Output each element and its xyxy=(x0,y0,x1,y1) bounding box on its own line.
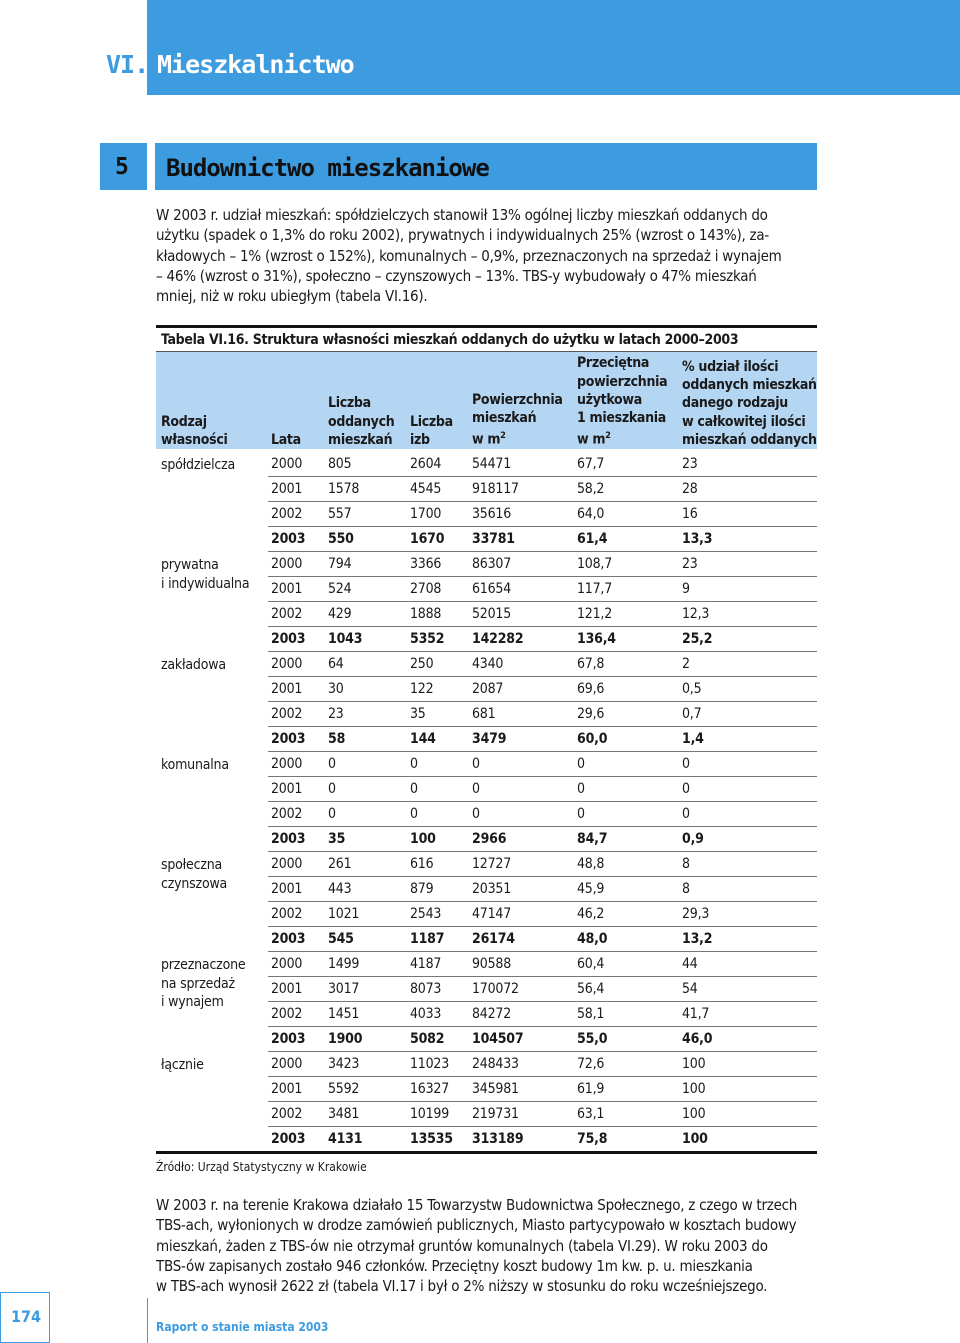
table-cell: 2000 xyxy=(271,656,303,672)
table-cell: 61,4 xyxy=(577,531,608,547)
chapter-number: VI. xyxy=(106,50,149,79)
table-cell: 2087 xyxy=(472,681,504,697)
table-cell: 1700 xyxy=(410,506,442,522)
table-row xyxy=(156,777,817,802)
table-cell: 54471 xyxy=(472,456,512,472)
ownership-type-label: komunalna xyxy=(161,757,229,773)
table-cell: 0 xyxy=(472,806,480,822)
row-divider xyxy=(156,1151,817,1154)
table-row xyxy=(156,827,817,852)
table-cell: 2002 xyxy=(271,706,303,722)
table-cell: 47147 xyxy=(472,906,512,922)
text-line: mieszkań, żaden z TBS-ów nie otrzymał gruntów komunalnych (tabela VI.29). W roku 2003 do xyxy=(156,1236,768,1255)
ownership-type-label: przeznaczone na sprzedaż i wynajem xyxy=(161,957,246,1010)
table-cell: 30 xyxy=(328,681,344,697)
table-cell: 2003 xyxy=(271,831,306,847)
table-cell: 16327 xyxy=(410,1081,450,1097)
table-cell: 84272 xyxy=(472,1006,512,1022)
table-cell: 0 xyxy=(410,756,418,772)
table-cell: 2 xyxy=(682,656,690,672)
table-cell: 313189 xyxy=(472,1131,524,1147)
publication-title: Raport o stanie miasta 2003 xyxy=(156,1320,329,1334)
table-cell: 0 xyxy=(577,756,585,772)
table-cell: 46,2 xyxy=(577,906,605,922)
table-row xyxy=(156,652,817,677)
table-cell: 54 xyxy=(682,981,698,997)
table-cell: 2001 xyxy=(271,781,303,797)
table-cell: 108,7 xyxy=(577,556,613,572)
table-cell: 144 xyxy=(410,731,436,747)
table-cell: 64,0 xyxy=(577,506,605,522)
table-cell: 52015 xyxy=(472,606,512,622)
table-cell: 10199 xyxy=(410,1106,450,1122)
table-cell: 5352 xyxy=(410,631,445,647)
table-cell: 1,4 xyxy=(682,731,704,747)
section-title: Budownictwo mieszkaniowe xyxy=(166,154,489,182)
table-cell: 2002 xyxy=(271,1006,303,1022)
table-cell: 48,0 xyxy=(577,931,608,947)
table-cell: 2001 xyxy=(271,581,303,597)
table-cell: 72,6 xyxy=(577,1056,605,1072)
table-cell: 104507 xyxy=(472,1031,524,1047)
chapter-title: Mieszkalnictwo xyxy=(157,50,354,79)
table-cell: 23 xyxy=(328,706,344,722)
table-cell: 2001 xyxy=(271,1081,303,1097)
table-cell: 9 xyxy=(682,581,690,597)
table-cell: 67,8 xyxy=(577,656,605,672)
table-cell: 41,7 xyxy=(682,1006,710,1022)
table-cell: 100 xyxy=(682,1106,706,1122)
table-cell: 2001 xyxy=(271,681,303,697)
table-cell: 2708 xyxy=(410,581,442,597)
table-row xyxy=(156,977,817,1002)
table-cell: 60,4 xyxy=(577,956,605,972)
table-cell: 25,2 xyxy=(682,631,713,647)
table-row xyxy=(156,452,817,477)
table-cell: 84,7 xyxy=(577,831,608,847)
table-cell: 0 xyxy=(328,756,336,772)
table-cell: 4187 xyxy=(410,956,442,972)
ownership-type-label: zakładowa xyxy=(161,657,226,673)
table-row xyxy=(156,1052,817,1077)
table-cell: 12,3 xyxy=(682,606,710,622)
table-cell: 48,8 xyxy=(577,856,605,872)
table-cell: 2000 xyxy=(271,1056,303,1072)
table-row xyxy=(156,1102,817,1127)
table-cell: 0,5 xyxy=(682,681,702,697)
ownership-type-label: spółdzielcza xyxy=(161,457,236,473)
table-cell: 67,7 xyxy=(577,456,605,472)
table-cell: 55,0 xyxy=(577,1031,608,1047)
table-cell: 45,9 xyxy=(577,881,605,897)
table-cell: 13535 xyxy=(410,1131,453,1147)
table-cell: 1187 xyxy=(410,931,445,947)
table-cell: 8 xyxy=(682,856,690,872)
table-cell: 2000 xyxy=(271,456,303,472)
table-cell: 2003 xyxy=(271,731,306,747)
table-cell: 58,1 xyxy=(577,1006,605,1022)
table-cell: 44 xyxy=(682,956,698,972)
table-row xyxy=(156,752,817,777)
table-cell: 100 xyxy=(682,1056,706,1072)
table-cell: 8073 xyxy=(410,981,442,997)
table-cell: 2000 xyxy=(271,856,303,872)
table-cell: 2002 xyxy=(271,806,303,822)
table-cell: 35616 xyxy=(472,506,512,522)
table-cell: 46,0 xyxy=(682,1031,713,1047)
table-cell: 219731 xyxy=(472,1106,519,1122)
table-row xyxy=(156,527,817,552)
table-cell: 1578 xyxy=(328,481,360,497)
table-cell: 2001 xyxy=(271,881,303,897)
table-cell: 2003 xyxy=(271,531,306,547)
table-cell: 0 xyxy=(577,781,585,797)
table-cell: 5082 xyxy=(410,1031,445,1047)
table-cell: 35 xyxy=(410,706,426,722)
table-cell: 3366 xyxy=(410,556,442,572)
table-cell: 13,3 xyxy=(682,531,713,547)
table-row xyxy=(156,927,817,952)
table-cell: 4340 xyxy=(472,656,504,672)
text-line: użytku (spadek o 1,3% do roku 2002), prywatnych i indywidualnych 25% (wzrost o 143%), za- xyxy=(156,226,770,245)
table-cell: 250 xyxy=(410,656,434,672)
table-cell: 0 xyxy=(410,781,418,797)
table-cell: 2002 xyxy=(271,1106,303,1122)
text-line: w TBS-ach wynosił 2622 zł (tabela VI.17 i był o 2% niższy w stosunku do roku wcześniejszego. xyxy=(156,1277,768,1296)
table-cell: 2966 xyxy=(472,831,507,847)
table-cell: 63,1 xyxy=(577,1106,605,1122)
table-cell: 23 xyxy=(682,456,698,472)
table-top-rule xyxy=(156,325,817,328)
table-cell: 1670 xyxy=(410,531,445,547)
table-cell: 2003 xyxy=(271,631,306,647)
table-row xyxy=(156,1027,817,1052)
table-cell: 28 xyxy=(682,481,698,497)
table-cell: 557 xyxy=(328,506,352,522)
table-cell: 805 xyxy=(328,456,352,472)
table-cell: 8 xyxy=(682,881,690,897)
table-row xyxy=(156,677,817,702)
ownership-type-label: prywatna i indywidualna xyxy=(161,557,250,592)
table-cell: 11023 xyxy=(410,1056,450,1072)
header-floor-area: Powierzchnia mieszkań w $m^2$ xyxy=(472,391,563,448)
table-cell: 1499 xyxy=(328,956,360,972)
table-cell: 1043 xyxy=(328,631,363,647)
table-cell: 4131 xyxy=(328,1131,363,1147)
table-cell: 616 xyxy=(410,856,434,872)
table-cell: 2003 xyxy=(271,931,306,947)
table-cell: 117,7 xyxy=(577,581,613,597)
table-cell: 429 xyxy=(328,606,352,622)
table-cell: 545 xyxy=(328,931,354,947)
chapter-band xyxy=(147,0,960,95)
table-cell: 90588 xyxy=(472,956,512,972)
table-row xyxy=(156,702,817,727)
table-cell: 5592 xyxy=(328,1081,360,1097)
table-row xyxy=(156,902,817,927)
table-cell: 121,2 xyxy=(577,606,613,622)
ownership-type-label: łącznie xyxy=(161,1057,204,1073)
table-cell: 26174 xyxy=(472,931,515,947)
table-cell: 75,8 xyxy=(577,1131,608,1147)
table-cell: 58 xyxy=(328,731,346,747)
table-cell: 29,3 xyxy=(682,906,710,922)
table-cell: 100 xyxy=(682,1081,706,1097)
table-cell: 20351 xyxy=(472,881,512,897)
header-average-area: Przeciętna powierzchnia użytkowa 1 mieszkania w $m^2$ xyxy=(577,355,668,448)
table-cell: 248433 xyxy=(472,1056,519,1072)
table-cell: 56,4 xyxy=(577,981,605,997)
table-cell: 58,2 xyxy=(577,481,605,497)
intro-paragraph xyxy=(156,205,820,306)
table-row xyxy=(156,1127,817,1152)
header-percentage-share: % udział ilości oddanych mieszkań danego rodzaju w całkowitej ilości mieszkań oddanych xyxy=(682,358,817,448)
table-cell: 0 xyxy=(682,806,690,822)
table-body xyxy=(156,452,817,1152)
text-line: TBS-ach, wyłonionych w drodze zamówień publicznych, Miasto partycypowało w kosztach budowy xyxy=(156,1216,797,1235)
table-cell: 61654 xyxy=(472,581,512,597)
table-cell: 261 xyxy=(328,856,352,872)
table-cell: 69,6 xyxy=(577,681,605,697)
table-cell: 4545 xyxy=(410,481,442,497)
table-cell: 170072 xyxy=(472,981,519,997)
table-cell: 443 xyxy=(328,881,352,897)
table-cell: 2000 xyxy=(271,756,303,772)
table-cell: 3017 xyxy=(328,981,360,997)
table-cell: 879 xyxy=(410,881,434,897)
table-cell: 2002 xyxy=(271,506,303,522)
table-row xyxy=(156,802,817,827)
table-cell: 2003 xyxy=(271,1031,306,1047)
table-cell: 918117 xyxy=(472,481,519,497)
table-cell: 2003 xyxy=(271,1131,306,1147)
table-cell: 0 xyxy=(577,806,585,822)
table-cell: 0 xyxy=(682,781,690,797)
ownership-type-label: społeczna czynszowa xyxy=(161,857,228,892)
table-cell: 23 xyxy=(682,556,698,572)
table-cell: 100 xyxy=(682,1131,708,1147)
table-cell: 345981 xyxy=(472,1081,519,1097)
table-cell: 122 xyxy=(410,681,434,697)
table-cell: 4033 xyxy=(410,1006,442,1022)
table-row xyxy=(156,877,817,902)
table-row xyxy=(156,1077,817,1102)
table-source: Źródło: Urząd Statystyczny w Krakowie xyxy=(156,1160,367,1174)
table-cell: 681 xyxy=(472,706,496,722)
text-line: mniej, niż w roku ubiegłym (tabela VI.16). xyxy=(156,287,428,306)
closing-paragraph xyxy=(156,1195,820,1296)
table-cell: 142282 xyxy=(472,631,524,647)
section-number: 5 xyxy=(115,154,129,180)
table-cell: 3481 xyxy=(328,1106,360,1122)
table-row xyxy=(156,577,817,602)
table-row xyxy=(156,727,817,752)
text-line: kładowych – 1% (wzrost o 152%), komunalnych – 0,9%, przeznaczonych na sprzedaż i wynajem xyxy=(156,246,782,265)
table-row xyxy=(156,477,817,502)
table-cell: 16 xyxy=(682,506,698,522)
table-cell: 2543 xyxy=(410,906,442,922)
table-row xyxy=(156,627,817,652)
table-cell: 2001 xyxy=(271,981,303,997)
table-cell: 2002 xyxy=(271,906,303,922)
table-cell: 33781 xyxy=(472,531,515,547)
table-cell: 136,4 xyxy=(577,631,616,647)
text-line: TBS-ów zapisanych zostało 946 członków. Przeciętny koszt budowy 1m kw. p. u. mieszkania xyxy=(156,1256,753,1275)
table-cell: 1451 xyxy=(328,1006,360,1022)
table-cell: 2002 xyxy=(271,606,303,622)
page-number: 174 xyxy=(10,1307,42,1326)
header-year: Lata xyxy=(271,431,301,448)
table-cell: 29,6 xyxy=(577,706,605,722)
header-dwelling-count: Liczba oddanych mieszkań xyxy=(328,395,395,448)
table-cell: 0 xyxy=(328,806,336,822)
table-row xyxy=(156,602,817,627)
table-cell: 794 xyxy=(328,556,352,572)
table-cell: 0 xyxy=(328,781,336,797)
table-cell: 3479 xyxy=(472,731,507,747)
table-cell: 13,2 xyxy=(682,931,713,947)
table-cell: 2604 xyxy=(410,456,442,472)
table-cell: 64 xyxy=(328,656,344,672)
table-cell: 0 xyxy=(472,756,480,772)
table-cell: 60,0 xyxy=(577,731,608,747)
table-row xyxy=(156,1002,817,1027)
table-cell: 2000 xyxy=(271,556,303,572)
table-cell: 1900 xyxy=(328,1031,363,1047)
table-cell: 550 xyxy=(328,531,354,547)
table-cell: 524 xyxy=(328,581,352,597)
table-cell: 86307 xyxy=(472,556,512,572)
table-caption: Tabela VI.16. Struktura własności mieszkań oddanych do użytku w latach 2000–2003 xyxy=(161,332,739,348)
table-cell: 0,7 xyxy=(682,706,702,722)
table-row xyxy=(156,502,817,527)
footer-rule xyxy=(147,1298,148,1343)
table-cell: 1888 xyxy=(410,606,442,622)
table-cell: 0 xyxy=(410,806,418,822)
table-cell: 2001 xyxy=(271,481,303,497)
header-ownership-type: Rodzaj własności xyxy=(161,413,228,448)
table-cell: 1021 xyxy=(328,906,360,922)
table-cell: 0 xyxy=(682,756,690,772)
text-line: W 2003 r. na terenie Krakowa działało 15 Towarzystw Budownictwa Społecznego, z czego w trzech xyxy=(156,1196,798,1214)
table-cell: 12727 xyxy=(472,856,512,872)
table-cell: 61,9 xyxy=(577,1081,605,1097)
header-room-count: Liczba izb xyxy=(410,413,453,448)
table-cell: 35 xyxy=(328,831,346,847)
table-cell: 2000 xyxy=(271,956,303,972)
table-cell: 0,9 xyxy=(682,831,704,847)
table-cell: 3423 xyxy=(328,1056,360,1072)
text-line: W 2003 r. udział mieszkań: spółdzielczych stanowił 13% ogólnej liczby mieszkań oddanych do xyxy=(156,206,768,224)
text-line: – 46% (wzrost o 31%), społeczno – czynszowych – 13%. TBS-y wybudowały o 47% mieszkań xyxy=(156,266,757,285)
table-cell: 100 xyxy=(410,831,436,847)
table-cell: 0 xyxy=(472,781,480,797)
